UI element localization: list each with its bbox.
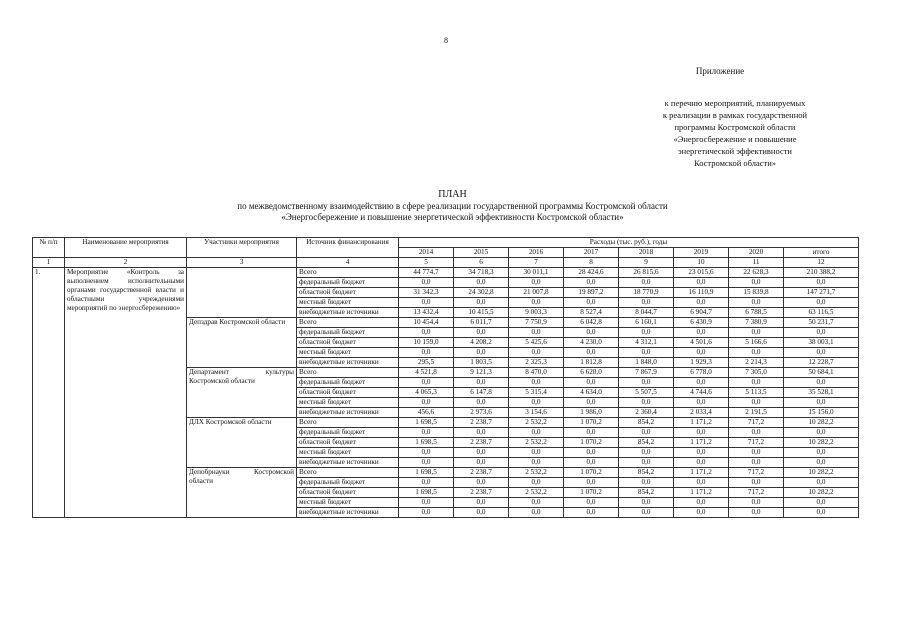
- value-cell: 0,0: [509, 348, 564, 358]
- value-cell: 0,0: [729, 458, 784, 468]
- value-cell: 1 698,5: [399, 488, 454, 498]
- source-cell: местный бюджет: [297, 498, 399, 508]
- header-source: Источник финансирования: [297, 238, 399, 258]
- value-cell: 5 166,6: [729, 338, 784, 348]
- value-cell: 2 238,7: [454, 488, 509, 498]
- value-cell: 1 803,5: [454, 358, 509, 368]
- value-cell: 0,0: [619, 508, 674, 518]
- col-number: 9: [619, 258, 674, 268]
- total-cell: 0,0: [784, 428, 859, 438]
- value-cell: 4 501,6: [674, 338, 729, 348]
- value-cell: 854,2: [619, 468, 674, 478]
- source-cell: внебюджетные источники: [297, 458, 399, 468]
- value-cell: 8 470,0: [509, 368, 564, 378]
- source-cell: федеральный бюджет: [297, 328, 399, 338]
- value-cell: 1 812,8: [564, 358, 619, 368]
- value-cell: 0,0: [729, 278, 784, 288]
- participant-cell: [187, 268, 297, 318]
- value-cell: 4 312,1: [619, 338, 674, 348]
- col-number: 5: [399, 258, 454, 268]
- value-cell: 0,0: [399, 478, 454, 488]
- value-cell: 0,0: [509, 508, 564, 518]
- header-year: 2020: [729, 248, 784, 258]
- value-cell: 0,0: [674, 498, 729, 508]
- value-cell: 7 750,9: [509, 318, 564, 328]
- value-cell: 0,0: [674, 478, 729, 488]
- col-number: 11: [729, 258, 784, 268]
- header-expenses: Расходы (тыс. руб.), годы: [399, 238, 859, 248]
- value-cell: 0,0: [564, 498, 619, 508]
- header-total: итого: [784, 248, 859, 258]
- value-cell: 7 867,9: [619, 368, 674, 378]
- value-cell: 0,0: [619, 298, 674, 308]
- value-cell: 717,2: [729, 468, 784, 478]
- value-cell: 0,0: [729, 378, 784, 388]
- value-cell: 1 698,5: [399, 468, 454, 478]
- value-cell: 0,0: [564, 348, 619, 358]
- col-number: 1: [33, 258, 65, 268]
- appendix-line: Костромской области»: [693, 158, 777, 168]
- value-cell: 1 698,5: [399, 438, 454, 448]
- value-cell: 6 011,7: [454, 318, 509, 328]
- header-name: Наименование мероприятия: [65, 238, 187, 258]
- value-cell: 5 425,6: [509, 338, 564, 348]
- value-cell: 1 171,2: [674, 488, 729, 498]
- value-cell: 0,0: [674, 448, 729, 458]
- value-cell: 1 070,2: [564, 488, 619, 498]
- value-cell: 0,0: [509, 498, 564, 508]
- value-cell: 0,0: [564, 298, 619, 308]
- total-cell: 0,0: [784, 298, 859, 308]
- value-cell: 6 778,0: [674, 368, 729, 378]
- total-cell: 210 388,2: [784, 268, 859, 278]
- value-cell: 23 015,6: [674, 268, 729, 278]
- value-cell: 0,0: [454, 348, 509, 358]
- table-row: [33, 268, 859, 278]
- value-cell: 9 121,3: [454, 368, 509, 378]
- total-cell: 10 282,2: [784, 488, 859, 498]
- header-year: 2017: [564, 248, 619, 258]
- appendix-line: «Энергосбережение и повышение: [673, 134, 797, 144]
- value-cell: 0,0: [509, 458, 564, 468]
- col-number: 12: [784, 258, 859, 268]
- source-cell: местный бюджет: [297, 348, 399, 358]
- value-cell: 0,0: [454, 498, 509, 508]
- source-cell: областной бюджет: [297, 388, 399, 398]
- value-cell: 6 788,5: [729, 308, 784, 318]
- value-cell: 10 454,4: [399, 318, 454, 328]
- source-cell: местный бюджет: [297, 398, 399, 408]
- value-cell: 0,0: [674, 398, 729, 408]
- value-cell: 0,0: [399, 508, 454, 518]
- value-cell: 0,0: [509, 448, 564, 458]
- source-cell: внебюджетные источники: [297, 308, 399, 318]
- value-cell: 0,0: [729, 298, 784, 308]
- value-cell: 2 973,6: [454, 408, 509, 418]
- value-cell: 456,6: [399, 408, 454, 418]
- value-cell: 4 208,2: [454, 338, 509, 348]
- value-cell: 2 325,3: [509, 358, 564, 368]
- value-cell: 4 230,0: [564, 338, 619, 348]
- value-cell: 0,0: [399, 448, 454, 458]
- source-cell: областной бюджет: [297, 488, 399, 498]
- plan-title: ПЛАН: [438, 189, 467, 200]
- value-cell: 3 154,6: [509, 408, 564, 418]
- page-number: 8: [444, 36, 448, 45]
- value-cell: 8 527,4: [564, 308, 619, 318]
- value-cell: 0,0: [729, 328, 784, 338]
- value-cell: 295,5: [399, 358, 454, 368]
- total-cell: 10 282,2: [784, 438, 859, 448]
- col-number: 8: [564, 258, 619, 268]
- value-cell: 0,0: [399, 328, 454, 338]
- total-cell: 0,0: [784, 508, 859, 518]
- value-cell: 0,0: [509, 278, 564, 288]
- total-cell: 0,0: [784, 278, 859, 288]
- value-cell: 0,0: [509, 328, 564, 338]
- value-cell: 0,0: [619, 498, 674, 508]
- participant-cell: Депобрнауки Костромской области: [187, 468, 297, 518]
- value-cell: 31 342,3: [399, 288, 454, 298]
- value-cell: 0,0: [454, 428, 509, 438]
- value-cell: 2 033,4: [674, 408, 729, 418]
- value-cell: 0,0: [454, 298, 509, 308]
- value-cell: 717,2: [729, 438, 784, 448]
- source-cell: Всего: [297, 468, 399, 478]
- col-number: 6: [454, 258, 509, 268]
- total-cell: 0,0: [784, 498, 859, 508]
- value-cell: 0,0: [454, 458, 509, 468]
- header-year: 2019: [674, 248, 729, 258]
- value-cell: 22 628,3: [729, 268, 784, 278]
- total-cell: 38 003,1: [784, 338, 859, 348]
- value-cell: 0,0: [564, 278, 619, 288]
- value-cell: 18 770,9: [619, 288, 674, 298]
- total-cell: 0,0: [784, 478, 859, 488]
- value-cell: 0,0: [564, 478, 619, 488]
- value-cell: 7 380,9: [729, 318, 784, 328]
- col-number: 3: [187, 258, 297, 268]
- value-cell: 6 430,9: [674, 318, 729, 328]
- participant-cell: Депздрав Костромской области: [187, 318, 297, 368]
- table-colnum-row: [33, 258, 859, 268]
- value-cell: 0,0: [564, 378, 619, 388]
- total-cell: 0,0: [784, 448, 859, 458]
- plan-subtitle-line: «Энергосбережение и повышение энергетической эффективности Костромской области»: [281, 212, 624, 222]
- value-cell: 0,0: [674, 508, 729, 518]
- value-cell: 24 302,8: [454, 288, 509, 298]
- source-cell: областной бюджет: [297, 288, 399, 298]
- value-cell: 9 003,3: [509, 308, 564, 318]
- value-cell: 2 532,2: [509, 438, 564, 448]
- total-cell: 0,0: [784, 378, 859, 388]
- value-cell: 1 986,0: [564, 408, 619, 418]
- value-cell: 0,0: [509, 378, 564, 388]
- value-cell: 0,0: [729, 428, 784, 438]
- value-cell: 6 042,8: [564, 318, 619, 328]
- value-cell: 0,0: [729, 478, 784, 488]
- value-cell: 0,0: [399, 398, 454, 408]
- value-cell: 8 044,7: [619, 308, 674, 318]
- header-year: 2015: [454, 248, 509, 258]
- value-cell: 0,0: [454, 378, 509, 388]
- header-year: 2018: [619, 248, 674, 258]
- value-cell: 2 238,7: [454, 438, 509, 448]
- value-cell: 0,0: [509, 298, 564, 308]
- value-cell: 0,0: [619, 278, 674, 288]
- value-cell: 2 191,5: [729, 408, 784, 418]
- value-cell: 0,0: [454, 478, 509, 488]
- value-cell: 10 159,0: [399, 338, 454, 348]
- value-cell: 0,0: [619, 428, 674, 438]
- event-name: Мероприятие «Контроль за выполнением исполнительными органами государственной власти и областными учреждениями мероприятий по энергосбережению»: [65, 268, 187, 518]
- value-cell: 2 532,2: [509, 468, 564, 478]
- participant-cell: ДЛХ Костромской области: [187, 418, 297, 468]
- source-cell: областной бюджет: [297, 338, 399, 348]
- value-cell: 1 070,2: [564, 438, 619, 448]
- value-cell: 0,0: [454, 328, 509, 338]
- value-cell: 0,0: [619, 448, 674, 458]
- value-cell: 30 011,1: [509, 268, 564, 278]
- value-cell: 0,0: [399, 428, 454, 438]
- value-cell: 0,0: [729, 498, 784, 508]
- value-cell: 0,0: [564, 428, 619, 438]
- header-year: 2014: [399, 248, 454, 258]
- value-cell: 0,0: [454, 448, 509, 458]
- value-cell: 6 160,1: [619, 318, 674, 328]
- appendix-reference: [620, 97, 850, 169]
- total-cell: 0,0: [784, 328, 859, 338]
- col-number: 7: [509, 258, 564, 268]
- value-cell: 26 815,6: [619, 268, 674, 278]
- value-cell: 2 214,3: [729, 358, 784, 368]
- value-cell: 0,0: [619, 398, 674, 408]
- value-cell: 0,0: [564, 398, 619, 408]
- source-cell: Всего: [297, 318, 399, 328]
- value-cell: 0,0: [454, 398, 509, 408]
- value-cell: 44 774,7: [399, 268, 454, 278]
- value-cell: 1 070,2: [564, 468, 619, 478]
- value-cell: 13 432,4: [399, 308, 454, 318]
- total-cell: 15 156,0: [784, 408, 859, 418]
- value-cell: 1 171,2: [674, 438, 729, 448]
- total-cell: 12 228,7: [784, 358, 859, 368]
- appendix-line: к перечню мероприятий, планируемых: [664, 98, 806, 108]
- value-cell: 0,0: [729, 348, 784, 358]
- source-cell: федеральный бюджет: [297, 378, 399, 388]
- source-cell: федеральный бюджет: [297, 278, 399, 288]
- value-cell: 0,0: [674, 458, 729, 468]
- col-number: 2: [65, 258, 187, 268]
- value-cell: 6 147,8: [454, 388, 509, 398]
- value-cell: 0,0: [564, 458, 619, 468]
- value-cell: 0,0: [619, 458, 674, 468]
- value-cell: 6 904,7: [674, 308, 729, 318]
- value-cell: 854,2: [619, 438, 674, 448]
- total-cell: 147 271,7: [784, 288, 859, 298]
- value-cell: 0,0: [399, 348, 454, 358]
- col-number: 4: [297, 258, 399, 268]
- value-cell: 1 929,3: [674, 358, 729, 368]
- expenses-table: [32, 237, 859, 518]
- table-body: [33, 268, 859, 518]
- source-cell: местный бюджет: [297, 298, 399, 308]
- value-cell: 2 532,2: [509, 488, 564, 498]
- participant-cell: Департамент культуры Костромской области: [187, 368, 297, 418]
- value-cell: 1 070,2: [564, 418, 619, 428]
- value-cell: 854,2: [619, 488, 674, 498]
- source-cell: Всего: [297, 368, 399, 378]
- appendix-line: программы Костромской области: [674, 122, 796, 132]
- value-cell: 2 238,7: [454, 418, 509, 428]
- plan-heading: [0, 189, 905, 224]
- value-cell: 0,0: [619, 328, 674, 338]
- header-participants: Участники мероприятия: [187, 238, 297, 258]
- value-cell: 0,0: [399, 498, 454, 508]
- value-cell: 717,2: [729, 488, 784, 498]
- total-cell: 0,0: [784, 458, 859, 468]
- header-num: № п/п: [33, 238, 65, 258]
- value-cell: 0,0: [454, 278, 509, 288]
- value-cell: 0,0: [619, 378, 674, 388]
- appendix-title: Приложение: [695, 66, 745, 76]
- value-cell: 5 507,5: [619, 388, 674, 398]
- value-cell: 0,0: [674, 298, 729, 308]
- total-cell: 50 684,1: [784, 368, 859, 378]
- value-cell: 10 415,5: [454, 308, 509, 318]
- value-cell: 717,2: [729, 418, 784, 428]
- value-cell: 1 171,2: [674, 418, 729, 428]
- value-cell: 0,0: [674, 378, 729, 388]
- value-cell: 0,0: [729, 398, 784, 408]
- value-cell: 34 718,3: [454, 268, 509, 278]
- value-cell: 0,0: [399, 378, 454, 388]
- value-cell: 15 839,8: [729, 288, 784, 298]
- value-cell: 0,0: [399, 298, 454, 308]
- value-cell: 0,0: [564, 328, 619, 338]
- total-cell: 0,0: [784, 348, 859, 358]
- value-cell: 1 848,0: [619, 358, 674, 368]
- value-cell: 19 897,2: [564, 288, 619, 298]
- source-cell: местный бюджет: [297, 448, 399, 458]
- value-cell: 4 744,6: [674, 388, 729, 398]
- value-cell: 4 634,0: [564, 388, 619, 398]
- source-cell: внебюджетные источники: [297, 358, 399, 368]
- source-cell: федеральный бюджет: [297, 478, 399, 488]
- value-cell: 0,0: [729, 508, 784, 518]
- value-cell: 2 532,2: [509, 418, 564, 428]
- value-cell: 21 007,8: [509, 288, 564, 298]
- value-cell: 4 521,8: [399, 368, 454, 378]
- value-cell: 0,0: [564, 448, 619, 458]
- value-cell: 0,0: [619, 348, 674, 358]
- value-cell: 0,0: [729, 448, 784, 458]
- value-cell: 0,0: [674, 428, 729, 438]
- total-cell: 35 528,1: [784, 388, 859, 398]
- table-header-row: [33, 238, 859, 248]
- value-cell: 28 424,6: [564, 268, 619, 278]
- plan-subtitle-line: по межведомственному взаимодействию в сфере реализации государственной программы Костромской области: [237, 200, 668, 211]
- value-cell: 0,0: [509, 428, 564, 438]
- value-cell: 0,0: [674, 278, 729, 288]
- value-cell: 0,0: [399, 278, 454, 288]
- value-cell: 0,0: [509, 398, 564, 408]
- value-cell: 0,0: [454, 508, 509, 518]
- source-cell: внебюджетные источники: [297, 408, 399, 418]
- value-cell: 2 360,4: [619, 408, 674, 418]
- value-cell: 2 238,7: [454, 468, 509, 478]
- total-cell: 0,0: [784, 398, 859, 408]
- value-cell: 0,0: [399, 458, 454, 468]
- value-cell: 4 065,3: [399, 388, 454, 398]
- appendix-line: энергетической эффективности: [678, 146, 792, 156]
- header-year: 2016: [509, 248, 564, 258]
- col-number: 10: [674, 258, 729, 268]
- total-cell: 63 116,5: [784, 308, 859, 318]
- value-cell: 0,0: [674, 348, 729, 358]
- source-cell: внебюджетные источники: [297, 508, 399, 518]
- total-cell: 10 282,2: [784, 468, 859, 478]
- appendix-line: к реализации в рамках государственной: [662, 110, 808, 120]
- value-cell: 5 315,4: [509, 388, 564, 398]
- value-cell: 1 171,2: [674, 468, 729, 478]
- source-cell: Всего: [297, 268, 399, 278]
- source-cell: федеральный бюджет: [297, 428, 399, 438]
- total-cell: 50 231,7: [784, 318, 859, 328]
- value-cell: 5 113,5: [729, 388, 784, 398]
- value-cell: 0,0: [509, 478, 564, 488]
- value-cell: 7 305,0: [729, 368, 784, 378]
- source-cell: областной бюджет: [297, 438, 399, 448]
- value-cell: 16 110,9: [674, 288, 729, 298]
- total-cell: 10 282,2: [784, 418, 859, 428]
- value-cell: 6 620,0: [564, 368, 619, 378]
- event-number: 1.: [33, 268, 65, 518]
- value-cell: 0,0: [619, 478, 674, 488]
- value-cell: 1 698,5: [399, 418, 454, 428]
- source-cell: Всего: [297, 418, 399, 428]
- value-cell: 854,2: [619, 418, 674, 428]
- value-cell: 0,0: [564, 508, 619, 518]
- value-cell: 0,0: [674, 328, 729, 338]
